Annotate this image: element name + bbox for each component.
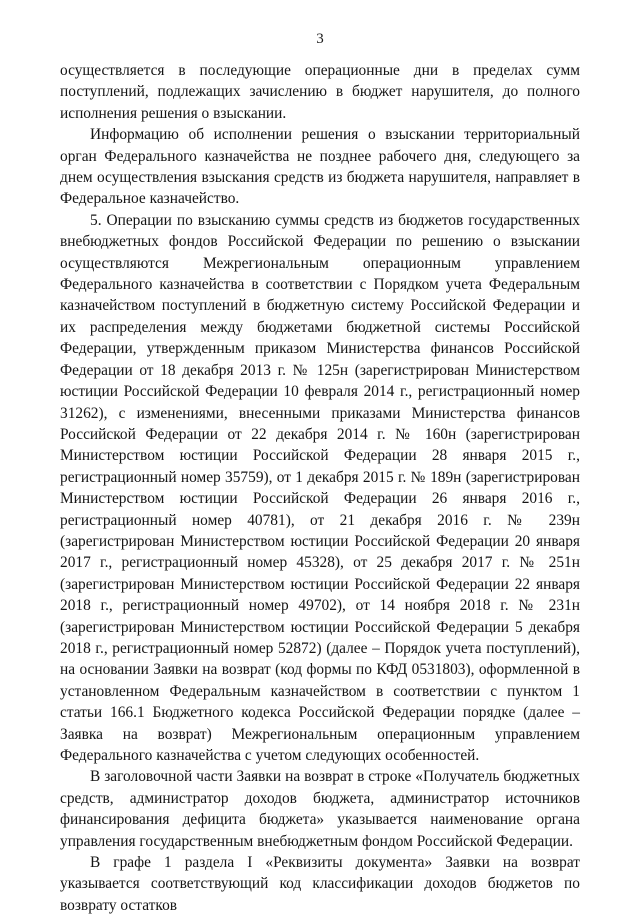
paragraph-header-part: В заголовочной части Заявки на возврат в строке «Получатель бюджетных средств, администратор доходов бюджета, администратор источников финансирования дефицита бюджета» указывается наименование органа управления государственным внебюджетным фондом Российской Федерации. bbox=[60, 768, 580, 850]
paragraph-execution-info: Информацию об исполнении решения о взыскании территориальный орган Федерального казначейства не позднее рабочего дня, следующего за днем осуществления взыскания средств из бюджета нарушителя, направляет в Федеральное казначейство. bbox=[60, 126, 580, 208]
page-number: 3 bbox=[316, 31, 324, 47]
document-body bbox=[60, 60, 580, 916]
paragraph-continuation: осуществляется в последующие операционные дни в пределах сумм поступлений, подлежащих зачислению в бюджет нарушителя, до полного исполнения решения о взыскании. bbox=[60, 62, 580, 122]
paragraph-item-5: 5. Операции по взысканию суммы средств из бюджетов государственных внебюджетных фондов Российской Федерации по решению о взыскании осуществляются Межрегиональным операционным управлением Федерального казначейства в соответствии с Порядком учета Федеральным казначейством поступлений в бюджетную систему Российской Федерации и их распределения между бюджетами бюджетной системы Российской Федерации, утвержденным приказом Министерства финансов Российской Федерации от 18 декабря 2013 г. № 125н (зарегистрирован Министерством юстиции Российской Федерации 10 февраля 2014 г., регистрационный номер 31262), с изменениями, внесенными приказами Министерства финансов Российской Федерации от 22 декабря 2014 г. № 160н (зарегистрирован Министерством юстиции Российской Федерации 28 января 2015 г., регистрационный номер 35759), от 1 декабря 2015 г. № 189н (зарегистрирован Министерством юстиции Российской Федерации 26 января 2016 г., регистрационный номер 40781), от 21 декабря 2016 г. № 239н (зарегистрирован Министерством юстиции Российской Федерации 20 января 2017 г., регистрационный номер 45328), от 25 декабря 2017 г. № 251н (зарегистрирован Министерством юстиции Российской Федерации 22 января 2018 г., регистрационный номер 49702), от 14 ноября 2018 г. № 231н (зарегистрирован Министерством юстиции Российской Федерации 5 декабря 2018 г., регистрационный номер 52872) (далее – Порядок учета поступлений), на основании Заявки на возврат (код формы по КФД 0531803), оформленной в установленном Федеральным казначейством в соответствии с пунктом 1 статьи 166.1 Бюджетного кодекса Российской Федерации порядке (далее – Заявка на возврат) Межрегиональным операционным управлением Федерального казначейства с учетом следующих особенностей. bbox=[60, 211, 580, 764]
paragraph-column-1: В графе 1 раздела I «Реквизиты документа» Заявки на возврат указывается соответствующий код классификации доходов бюджетов по возврату остатков bbox=[60, 854, 580, 914]
